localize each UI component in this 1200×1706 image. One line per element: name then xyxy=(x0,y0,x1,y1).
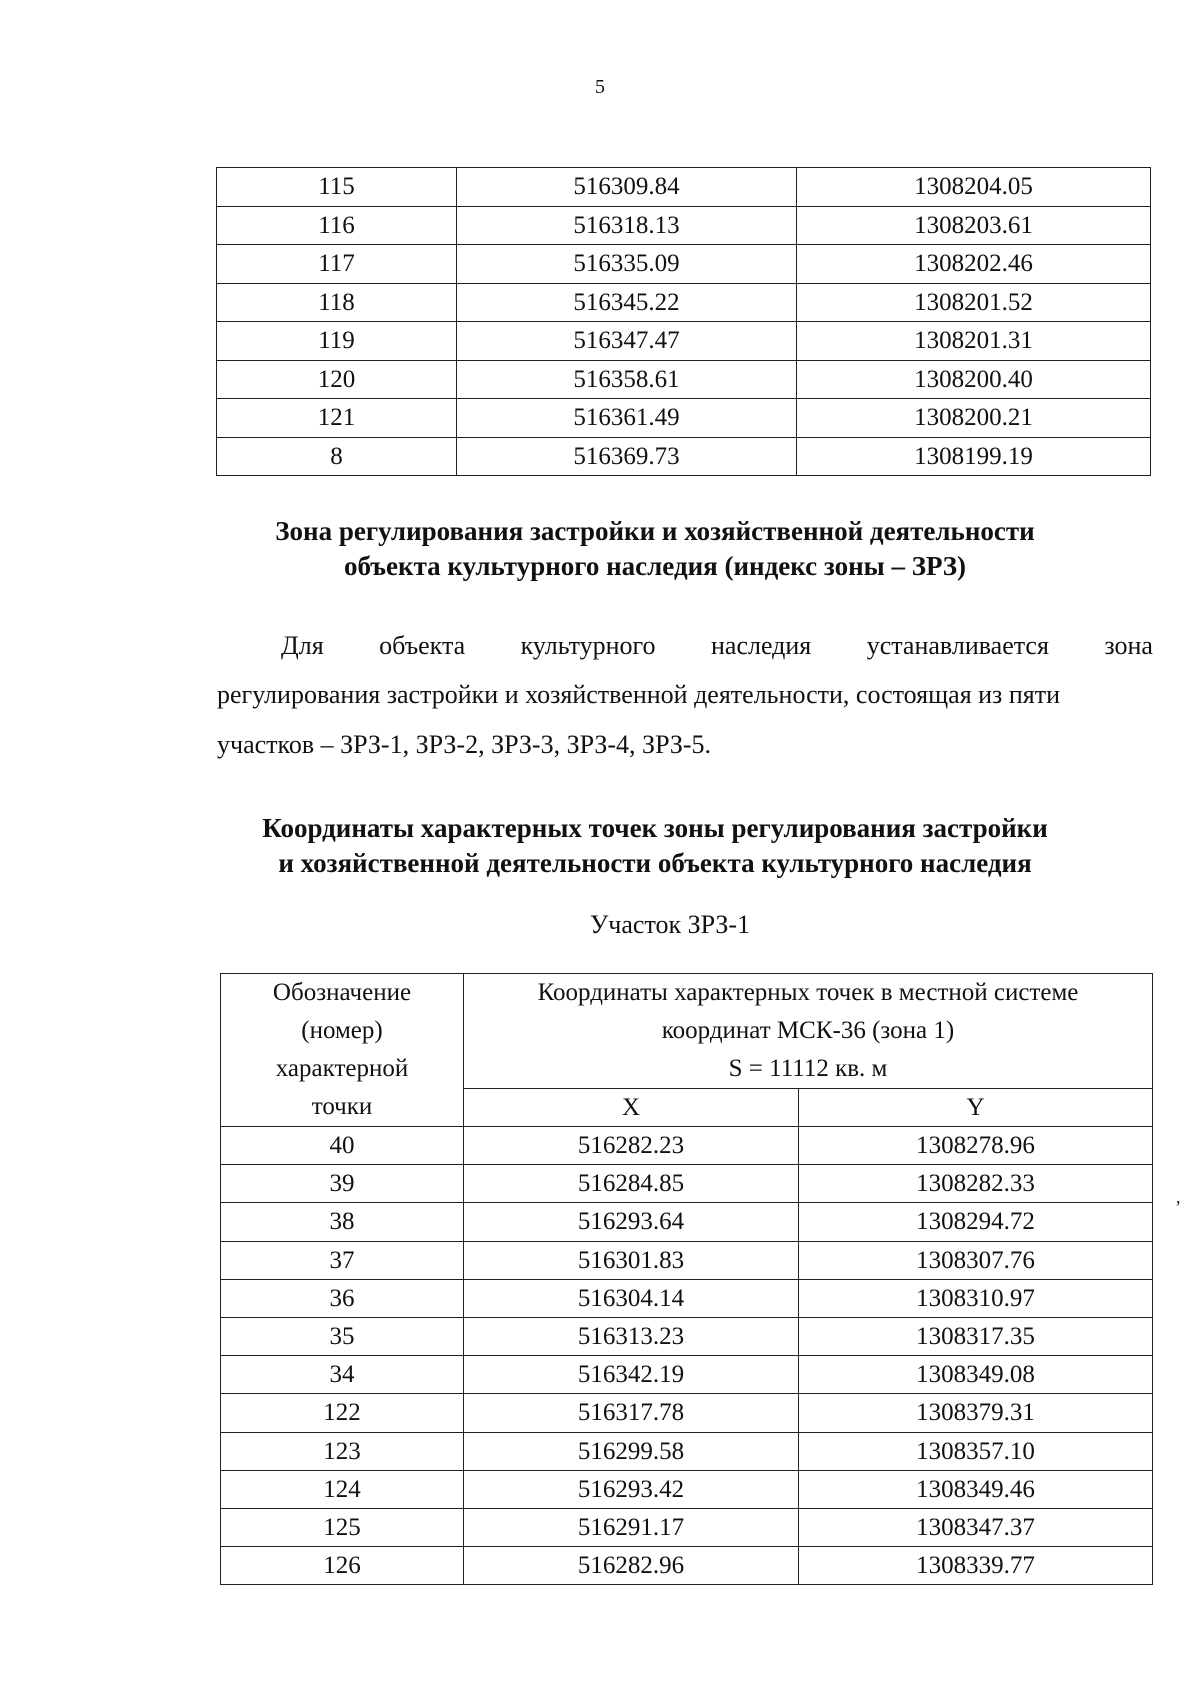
table-row xyxy=(217,206,1151,245)
table-row xyxy=(217,245,1151,284)
zone-heading-line1: Зона регулирования застройки и хозяйственной деятельности xyxy=(275,516,1035,546)
x-cell: 516342.19 xyxy=(464,1356,799,1394)
point-number-cell: 125 xyxy=(221,1508,464,1546)
section-label: Участок ЗРЗ-1 xyxy=(589,910,751,939)
table-row xyxy=(217,168,1151,207)
point-number-cell: 119 xyxy=(217,322,457,361)
y-cell: 1308278.96 xyxy=(799,1127,1153,1165)
x-cell: 516282.23 xyxy=(464,1127,799,1165)
paragraph-line2: регулирования застройки и хозяйственной деятельности, состоящая из пяти xyxy=(217,680,1060,709)
y-cell: 1308349.08 xyxy=(799,1356,1153,1394)
x-cell: 516291.17 xyxy=(464,1508,799,1546)
y-cell: 1308307.76 xyxy=(799,1241,1153,1279)
y-cell: 1308294.72 xyxy=(799,1203,1153,1241)
paragraph-word: устанавливается xyxy=(866,631,1049,660)
y-cell: 1308200.21 xyxy=(797,399,1151,438)
table-row xyxy=(221,1241,1153,1279)
header-label-line: (номер) xyxy=(301,1017,383,1044)
table-row xyxy=(221,1470,1153,1508)
x-cell: 516293.42 xyxy=(464,1470,799,1508)
y-cell: 1308357.10 xyxy=(799,1432,1153,1470)
table-row xyxy=(217,437,1151,476)
x-cell: 516282.96 xyxy=(464,1547,799,1585)
header-coords-line: S = 11112 кв. м xyxy=(728,1055,888,1082)
header-label-line: характерной xyxy=(275,1055,409,1082)
x-cell: 516358.61 xyxy=(457,360,797,399)
y-cell: 1308201.31 xyxy=(797,322,1151,361)
y-cell: 1308310.97 xyxy=(799,1279,1153,1317)
y-cell: 1308199.19 xyxy=(797,437,1151,476)
y-cell: 1308202.46 xyxy=(797,245,1151,284)
point-number-cell: 116 xyxy=(217,206,457,245)
zone-heading-line2: объекта культурного наследия (индекс зоны – ЗРЗ) xyxy=(343,551,967,581)
x-cell: 516361.49 xyxy=(457,399,797,438)
header-label-line: точки xyxy=(311,1093,373,1120)
point-number-cell: 124 xyxy=(221,1470,464,1508)
x-cell: 516293.64 xyxy=(464,1203,799,1241)
y-cell: 1308379.31 xyxy=(799,1394,1153,1432)
x-cell: 516318.13 xyxy=(457,206,797,245)
y-cell: 1308347.37 xyxy=(799,1508,1153,1546)
y-cell: 1308282.33 xyxy=(799,1165,1153,1203)
table-row xyxy=(217,322,1151,361)
table-row xyxy=(221,1547,1153,1585)
x-cell: 516345.22 xyxy=(457,283,797,322)
table-row xyxy=(221,1394,1153,1432)
x-cell: 516284.85 xyxy=(464,1165,799,1203)
table-row xyxy=(217,399,1151,438)
y-cell: 1308339.77 xyxy=(799,1547,1153,1585)
point-number-cell: 115 xyxy=(217,168,457,207)
paragraph-word: культурного xyxy=(520,631,656,660)
header-label-line: Обозначение xyxy=(272,979,412,1006)
table-row xyxy=(221,1317,1153,1355)
header-coords-line: координат МСК-36 (зона 1) xyxy=(661,1017,955,1044)
table-row xyxy=(221,1508,1153,1546)
paragraph-word: объекта xyxy=(379,631,466,660)
paragraph-word: зона xyxy=(1104,631,1153,660)
point-number-cell: 122 xyxy=(221,1394,464,1432)
point-number-cell: 39 xyxy=(221,1165,464,1203)
coordinates-table-zrz1 xyxy=(220,973,1153,1585)
table-row xyxy=(221,1127,1153,1165)
paragraph-line1 xyxy=(217,631,1153,661)
y-cell: 1308203.61 xyxy=(797,206,1151,245)
point-number-cell: 121 xyxy=(217,399,457,438)
x-cell: 516335.09 xyxy=(457,245,797,284)
x-cell: 516304.14 xyxy=(464,1279,799,1317)
page-number: 5 xyxy=(595,76,605,98)
y-cell: 1308349.46 xyxy=(799,1470,1153,1508)
x-cell: 516347.47 xyxy=(457,322,797,361)
point-number-cell: 35 xyxy=(221,1317,464,1355)
table-row xyxy=(221,1279,1153,1317)
y-cell: 1308204.05 xyxy=(797,168,1151,207)
coordinates-heading-line2: и хозяйственной деятельности объекта культурного наследия xyxy=(278,848,1032,878)
coordinates-table-continued xyxy=(216,167,1151,476)
point-number-cell: 120 xyxy=(217,360,457,399)
point-number-cell: 38 xyxy=(221,1203,464,1241)
point-number-cell: 37 xyxy=(221,1241,464,1279)
point-number-cell: 34 xyxy=(221,1356,464,1394)
paragraph-word: Для xyxy=(281,631,324,660)
coordinates-heading xyxy=(0,811,1200,881)
x-cell: 516313.23 xyxy=(464,1317,799,1355)
x-cell: 516301.83 xyxy=(464,1241,799,1279)
point-number-cell: 36 xyxy=(221,1279,464,1317)
y-cell: 1308201.52 xyxy=(797,283,1151,322)
x-cell: 516299.58 xyxy=(464,1432,799,1470)
x-cell: 516317.78 xyxy=(464,1394,799,1432)
table-row xyxy=(221,1203,1153,1241)
header-coords-line: Координаты характерных точек в местной системе xyxy=(537,979,1079,1006)
point-number-cell: 8 xyxy=(217,437,457,476)
y-cell: 1308317.35 xyxy=(799,1317,1153,1355)
paragraph-word: наследия xyxy=(710,631,812,660)
point-number-cell: 40 xyxy=(221,1127,464,1165)
header-coordinates xyxy=(464,974,1153,1089)
point-number-cell: 118 xyxy=(217,283,457,322)
header-x: X xyxy=(464,1089,799,1127)
point-number-cell: 117 xyxy=(217,245,457,284)
table-row xyxy=(221,1165,1153,1203)
table-row xyxy=(217,283,1151,322)
x-cell: 516309.84 xyxy=(457,168,797,207)
table-row xyxy=(217,360,1151,399)
point-number-cell: 123 xyxy=(221,1432,464,1470)
table-row xyxy=(221,1356,1153,1394)
header-y: Y xyxy=(799,1089,1153,1127)
point-number-cell: 126 xyxy=(221,1547,464,1585)
x-cell: 516369.73 xyxy=(457,437,797,476)
table-header-row xyxy=(221,974,1153,1089)
table-row xyxy=(221,1432,1153,1470)
stray-mark: , xyxy=(1176,1187,1181,1207)
coordinates-heading-line1: Координаты характерных точек зоны регулирования застройки xyxy=(262,813,1048,843)
header-point-label xyxy=(221,974,464,1127)
paragraph-line3: участков – ЗРЗ-1, ЗРЗ-2, ЗРЗ-3, ЗРЗ-4, ЗРЗ-5. xyxy=(217,730,712,759)
y-cell: 1308200.40 xyxy=(797,360,1151,399)
zone-heading xyxy=(0,514,1200,584)
